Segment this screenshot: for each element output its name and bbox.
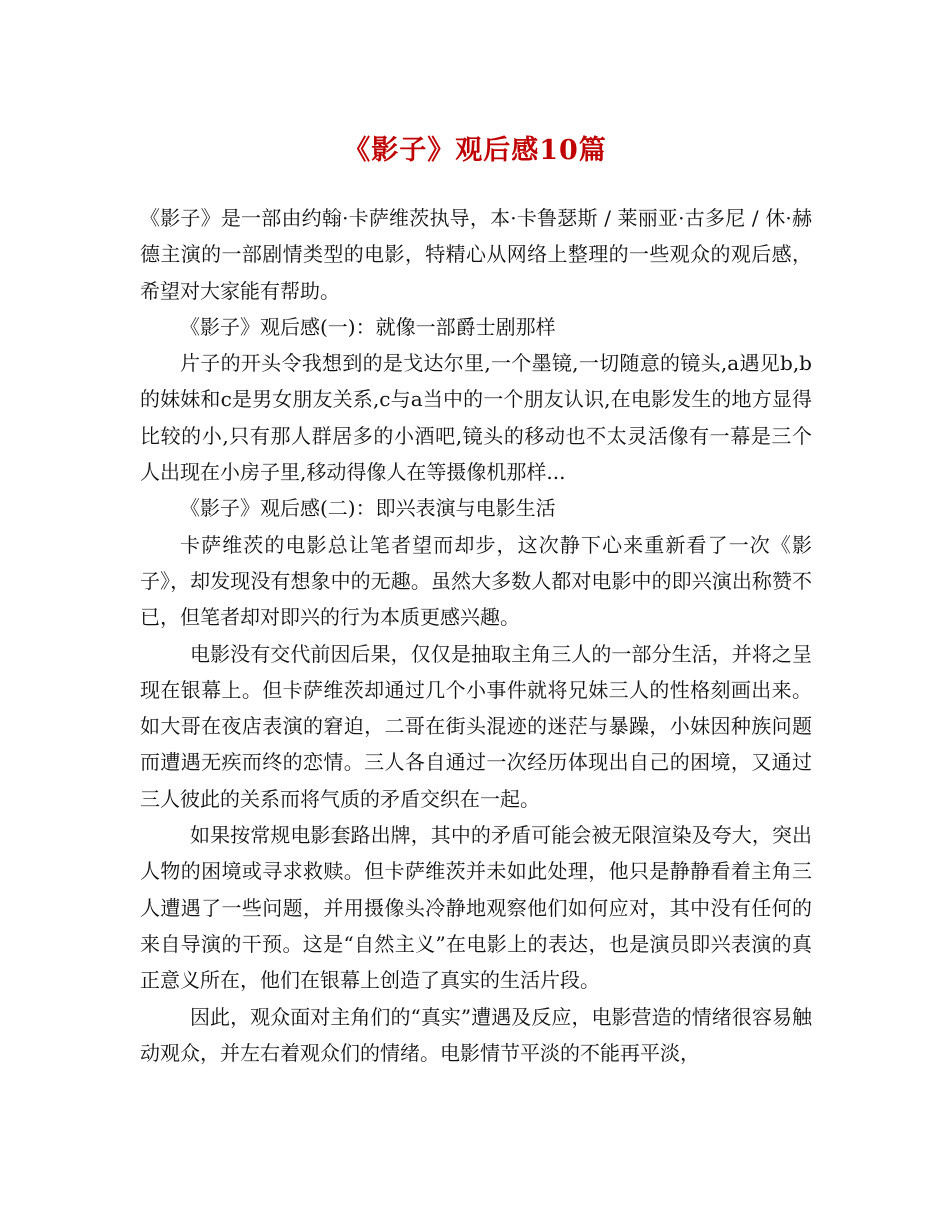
intro-paragraph: 《影子》是一部由约翰·卡萨维茨执导，本·卡鲁瑟斯 / 莱丽亚·古多尼 / 休·赫德主演的一部剧情类型的电影，特精心从网络上整理的一些观众的观后感，希望对大家能有帮助。: [140, 206, 812, 303]
body-paragraph: 因此，观众面对主角们的“真实”遭遇及反应，电影营造的情绪很容易触动观众，并左右着观众们的情绪。电影情节平淡的不能再平淡，: [140, 1004, 812, 1065]
section-heading-2: 《影子》观后感(二)：即兴表演与电影生活: [180, 496, 556, 521]
section-heading-1: 《影子》观后感(一)：就像一部爵士剧那样: [180, 314, 556, 339]
body-paragraph: 片子的开头令我想到的是戈达尔里,一个墨镜,一切随意的镜头,a遇见b,b的妹妹和c是男女朋友关系,c与a当中的一个朋友认识,在电影发生的地方显得比较的小,只有那人群居多的小酒吧,镜头的移动也不太灵活像有一幕是三个人出现在小房子里,移动得像人在等摄像机那样...: [140, 351, 812, 485]
body-paragraph: 电影没有交代前因后果，仅仅是抽取主角三人的一部分生活，并将之呈现在银幕上。但卡萨维茨却通过几个小事件就将兄妹三人的性格刻画出来。如大哥在夜店表演的窘迫，二哥在街头混迹的迷茫与暴躁，小妹因种族问题而遭遇无疾而终的恋情。三人各自通过一次经历体现出自己的困境，又通过三人彼此的关系而将气质的矛盾交织在一起。: [140, 641, 812, 811]
document-title: 《影子》观后感10篇: [343, 135, 607, 166]
body-paragraph: 卡萨维茨的电影总让笔者望而却步，这次静下心来重新看了一次《影子》，却发现没有想象中的无趣。虽然大多数人都对电影中的即兴演出称赞不已，但笔者却对即兴的行为本质更感兴趣。: [140, 532, 812, 630]
body-paragraph: 如果按常规电影套路出牌，其中的矛盾可能会被无限渲染及夸大，突出人物的困境或寻求救赎。但卡萨维茨并未如此处理，他只是静静看着主角三人遭遇了一些问题，并用摄像头冷静地观察他们如何应对，其中没有任何的来自导演的干预。这是“自然主义”在电影上的表达，也是演员即兴表演的真正意义所在，他们在银幕上创造了真实的生活片段。: [140, 823, 812, 993]
document-body: [140, 200, 812, 1071]
